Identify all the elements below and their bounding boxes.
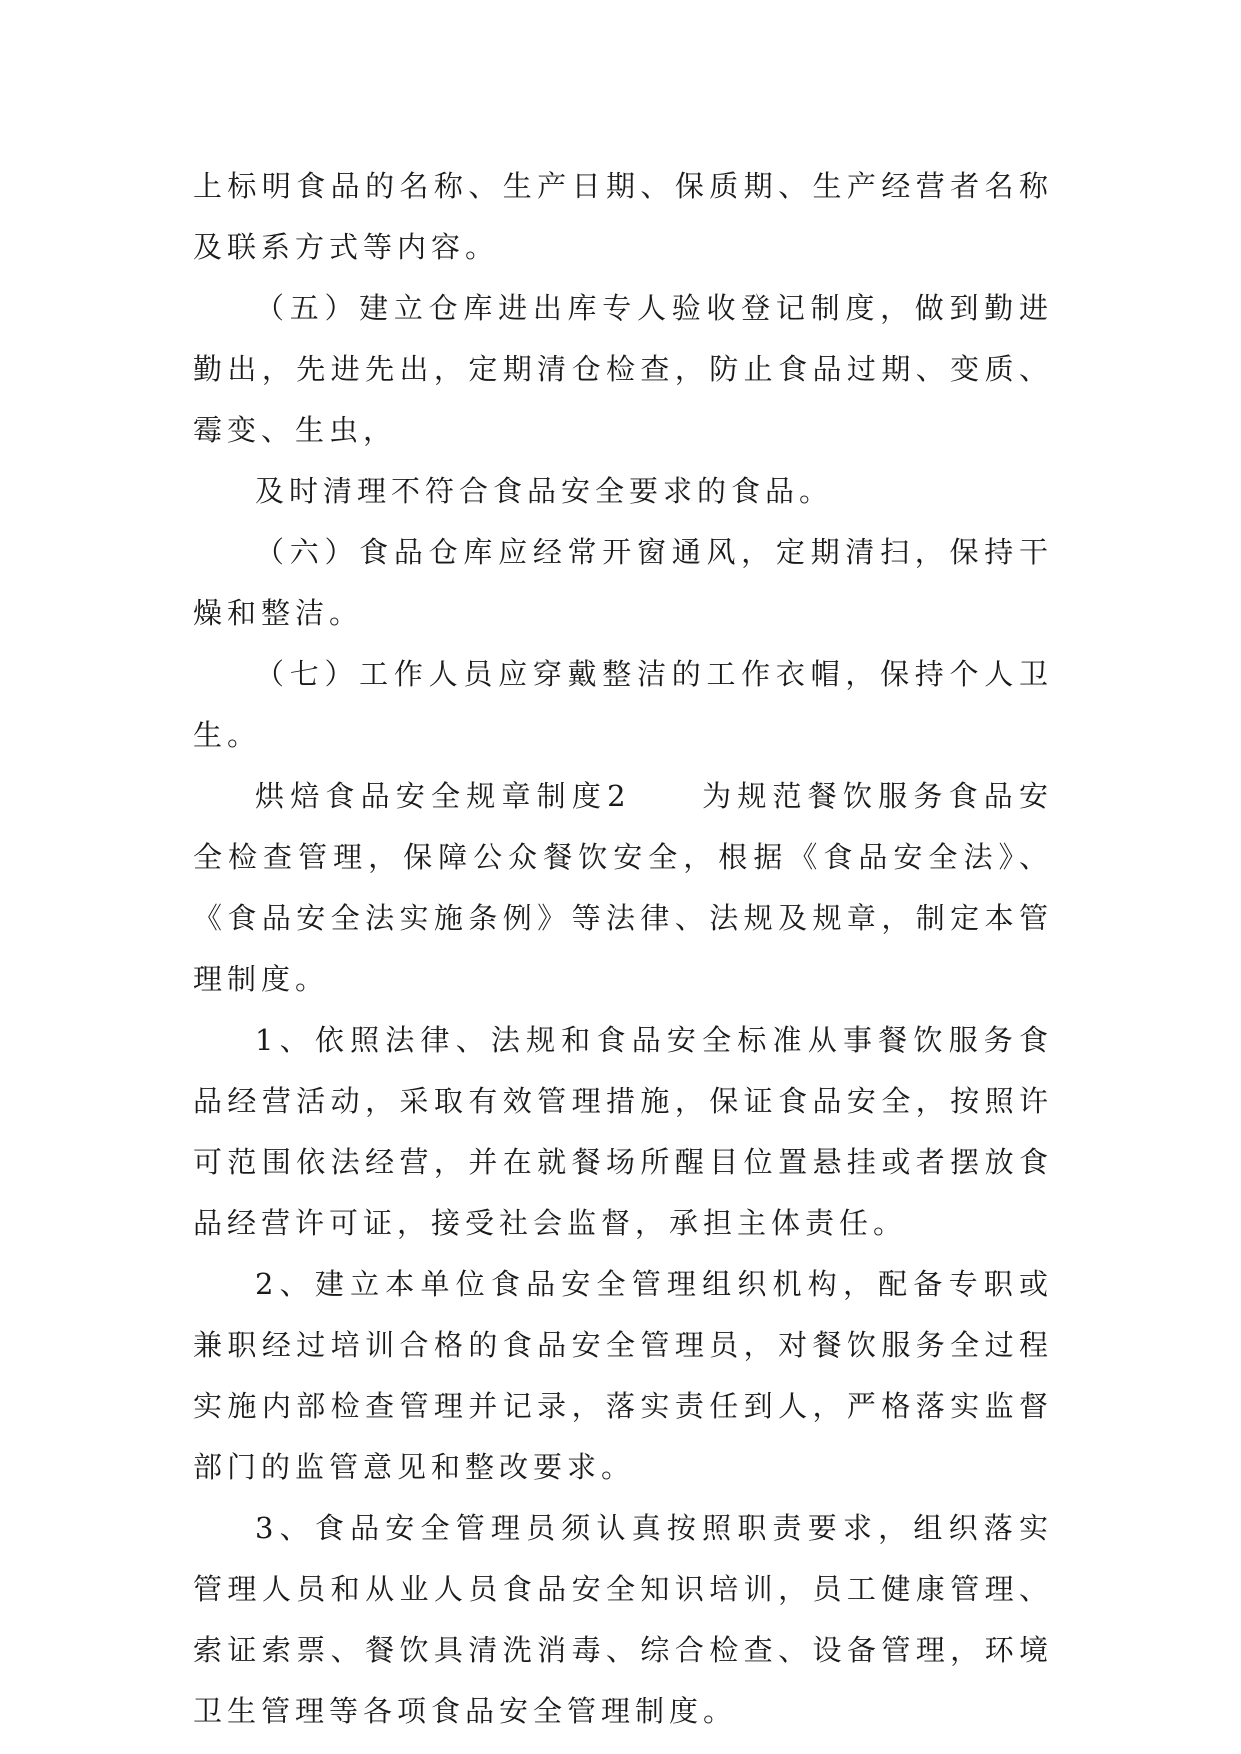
paragraph-3: 及时清理不符合食品安全要求的食品。 [255, 474, 834, 508]
paragraph-9: 3、食品安全管理员须认真按照职责要求，组织落实管理人员和从业人员食品安全知识培训，员工健康管理、索证索票、餐饮具清洗消毒、综合检查、设备管理，环境卫生管理等各项食品安全管理制度。 [193, 1511, 1053, 1728]
paragraph-7: 1、依照法律、法规和食品安全标准从事餐饮服务食品经营活动，采取有效管理措施，保证食品安全，按照许可范围依法经营，并在就餐场所醒目位置悬挂或者摆放食品经营许可证，接受社会监督，承担主体责任。 [193, 1023, 1053, 1240]
paragraph-2: （五）建立仓库进出库专人验收登记制度，做到勤进勤出，先进先出，定期清仓检查，防止食品过期、变质、霉变、生虫， [193, 291, 1053, 447]
paragraph-1: 上标明食品的名称、生产日期、保质期、生产经营者名称及联系方式等内容。 [193, 169, 1053, 264]
paragraph-5: （七）工作人员应穿戴整洁的工作衣帽，保持个人卫生。 [193, 657, 1053, 752]
paragraph-4: （六）食品仓库应经常开窗通风，定期清扫，保持干燥和整洁。 [193, 535, 1053, 630]
document-body [193, 156, 1053, 1742]
paragraph-6: 烘焙食品安全规章制度2 为规范餐饮服务食品安全检查管理，保障公众餐饮安全，根据《食品安全法》、《食品安全法实施条例》等法律、法规及规章，制定本管理制度。 [193, 779, 1053, 996]
paragraph-8: 2、建立本单位食品安全管理组织机构，配备专职或兼职经过培训合格的食品安全管理员，对餐饮服务全过程实施内部检查管理并记录，落实责任到人，严格落实监督部门的监管意见和整改要求。 [193, 1267, 1053, 1484]
